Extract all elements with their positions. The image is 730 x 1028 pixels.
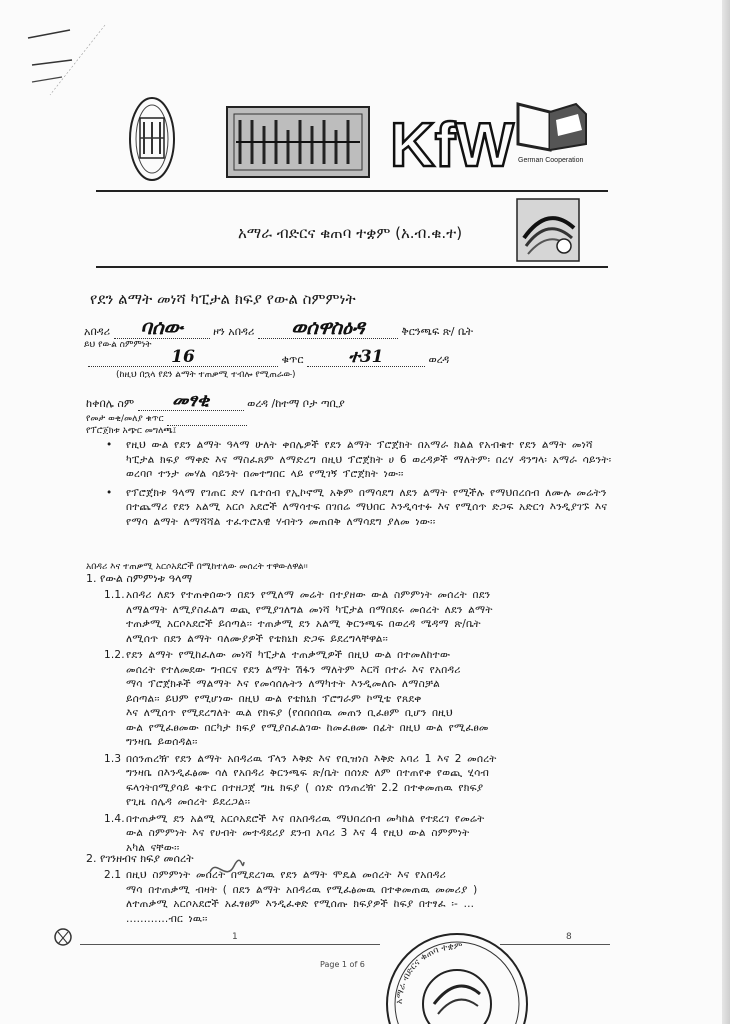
intro-line: አበዳሪ እና ተጠቃሚ አርሶአደሮች በሚከተለው መሰረት ተዋውለዋል፡፡ <box>86 562 308 572</box>
woreda-number-handwritten: ተ31 <box>348 347 384 367</box>
bullet-2-line: የፕሮጀክቱ ዓላማ የገጠር ድሃ ቤተሰብ የኢኮኖሚ አቅም በማሳደግ ለደን ልማት የሚችሉ የማህበረሰብ ለሙሉ መሬትን <box>126 486 607 499</box>
section1-item-line: የጊዜ ሰሌዳ መሰረት ይደረጋል፡፡ <box>126 796 251 808</box>
section1-heading: 1. የውል ስምምነቱ ዓላማ <box>86 572 193 585</box>
german-cooperation-logo <box>512 100 592 180</box>
amhara-seal-logo <box>128 96 176 182</box>
branch-label: ቅርንጫፍ ጽ/ ቤት <box>401 325 474 338</box>
document-title: የደን ልማት መነሻ ካፒታል ክፍያ የውል ስምምነት <box>90 290 356 308</box>
form-line-number <box>88 347 450 367</box>
zone-label: ዞን አበዳሪ <box>213 325 255 338</box>
section1-item-line: ለሚሰጥ በደን ልማት ባለሙያዎች የቴክኒክ ድጋፍ ይደረግላቸዋል፡፡ <box>126 632 388 645</box>
woreda-label: ወረዳ <box>428 353 450 366</box>
section1-item <box>104 752 624 810</box>
section1-item <box>104 588 624 646</box>
bullet-1-line: የዚህ ውል የደን ልማት ዓላማ ሁለት ቀበሌዎች የደን ልማት ፕሮጀክት በአማራ ክልል የአብቁተ የደን ልማት መነሻ <box>126 439 593 451</box>
beneficiary-note: (ከዚህ በኋላ የደን ልማት ተጠቃሚ ተብሎ የሚጠራው) <box>116 370 296 380</box>
project-banner-logo <box>226 106 370 178</box>
section1-item-line: ውል የሚፈፀመው በርካታ ክፍያ የሚያስፈልገው ከመፈፀሙ በፊት በዚህ ውል የሚፈፀመ <box>126 721 489 734</box>
project-summary-label: የፕሮጀክቱ አጭር መግለጫ፤ <box>86 426 177 436</box>
section1-item-line: ፍላጎትበሚያሳይ ቁጥር በተዘጋጀ ግዜ ክፍያ ( ሰነድ ሰንጠረዥ 2.2 በተቀመጠዉ የክፍያ <box>126 781 484 794</box>
zone-handwritten: ወሰዋስዕዳ <box>291 315 365 339</box>
section1-item-number: 1.2. <box>104 649 125 661</box>
section1-item-line: በተጠቃሚ ደን አልሚ አርሶአደሮች እና በአበዳሪዉ ማህበረሰብ መካከል የተደረገ የመሬት <box>126 812 485 825</box>
section2-item-number: 2.1 <box>104 869 122 881</box>
bullet-1-line: ካፒታል ክፍያ ማቀድ እና ማስፈጸም ለማድረግ በዚህ ፕሮጀክት ሀ 6 ወረዳዎች ማለትም፡ በረሃ ዳንግላ፡ አማራ ሳይንት፡ <box>126 453 612 466</box>
footer-rule-left <box>80 944 380 945</box>
section1-item <box>104 648 624 750</box>
section2-heading: 2. የገንዘብና ክፍያ መሰረት <box>86 852 194 865</box>
section1-item-line: በሰንጠረዥ የደን ልማት አበዳሪዉ ፕላን እቅድ እና የቢዝነስ እቅድ አባሪ 1 እና 2 መሰረት <box>126 752 497 765</box>
stamp-text: አማራ ብድርና ቁጠባ ተቋም <box>394 941 463 1005</box>
section1-item-number: 1.3 <box>104 752 122 765</box>
kebele-label: ከቀበሌ ስም <box>86 397 135 410</box>
section2-item-line: በዚህ ስምምነት መሰረት በሚደረገዉ የደን ልማት ሞዴል መሰረት እና የአበዳሪ <box>126 869 446 881</box>
section1-item-line: ማሳ ፕሮጀክቶች ማልማት እና የመሳሰሉትን ለማካተት እንዲመለሱ ለማስቻል <box>126 678 440 690</box>
section1-item-line: የደን ልማት የሚከፈለው መነሻ ካፒታል ተጠቃሚዎች በዚህ ውል በተመለከተው <box>126 649 451 661</box>
section1-item-line: ውል ስምምነት እና የሀብት መተዳደሪያ ደንብ አባሪ 3 እና 4 የዚህ ውል ስምምነት <box>126 827 470 839</box>
form-line-kebele <box>86 390 345 411</box>
section1-item-number: 1.1. <box>104 589 125 601</box>
section2-item-line: ............ብር ነዉ፡፡ <box>126 912 208 925</box>
kebele-handwritten: መፃቂ <box>172 390 210 411</box>
section1-item-line: ግንዛቤ ይወሰዳል፡፡ <box>126 736 198 748</box>
lender-handwritten: ባሰው <box>140 315 183 339</box>
german-cooperation-text: German Cooperation <box>518 157 584 164</box>
org-name: አማራ ብድርና ቁጠባ ተቋም (አ.ብ.ቁ.ተ) <box>238 224 463 242</box>
id-number-label: የመታ ወቂ/መለያ ቁጥር <box>86 414 164 424</box>
form-line-lender <box>84 315 474 339</box>
section1-item-line: አበዳሪ ለደን የተጠቀሰውን በደን የሚለማ መሬት በተያዘው ውል ስምምነት መሰረት በደን <box>126 589 491 601</box>
footer-mark-left: 1 <box>232 932 238 942</box>
section2-item-line: ማሳ በተጠቃሚ ብዛት ( በደን ልማት አበዳሪዉ የሚፈፅመዉ በተቀመጠዉ መመሪያ ) <box>126 883 478 896</box>
bullet-item-1: • የዚህ ውል የደን ልማት ዓላማ ሁለት ቀበሌዎች የደን ልማት ፕሮጀክት በአማራ ክልል የአብቁተ የደን ልማት መነሻ ካፒታል ክፍያ ማቀድ እና ማስፈጸም ለማድረግ በዚህ ፕሮጀክት ሀ 6 ወረዳዎች ማለትም፡ በረሃ ዳንግላ፡ አማራ ሳይንት፡ ወረባቦ ተንታ መሃል ሳይንት በመተግበር ላይ የሚገኝ ፕሮጀክት ነው፡፡ <box>110 438 630 482</box>
bullet-list <box>106 438 630 529</box>
kfw-logo <box>388 104 514 180</box>
number-label: ቁጥር <box>281 353 304 366</box>
section1-item-number: 1.4. <box>104 812 125 825</box>
section1-item <box>104 812 624 856</box>
woreda-site-label: ወረዳ /ከተማ ቦታ ጣቢያ <box>247 397 345 410</box>
bullet-2-line: የማሳ ልማት ለማሻሻል ተፈጥሮአዊ ሃብትን መጠበቅ ለማሳደግ ያለመ ነው፡፡ <box>126 515 436 528</box>
bullet-item-2: • የፕሮጀክቱ ዓላማ የገጠር ድሃ ቤተሰብ የኢኮኖሚ አቅም በማሳደግ ለደን ልማት የሚችሉ የማህበረሰብ ለሙሉ መሬትን በተጨማሪ የደን አልሚ አርሶ አደሮች ለማሳተፍ በገበሬ ማህበር እንዲሳተፉ እና የሚሰጥ ድጋፍ አድርጎ እንዲያገኙ እና የማሳ ልማት ለማሻሻል ተፈጥሮአዊ ሃብትን መጠበቅ ለማሳደግ ያለመ ነው፡፡ <box>110 486 630 530</box>
footer-mark-right: 8 <box>566 932 572 942</box>
section1-item-line: ተጠቃሚ አርሶአደሮች ይሰጣል፡፡ ተጠቃሚ ደን አልሚ ቅርንጫፍ በወረዳ ሜዳማ ጽ/ቤት <box>126 618 481 630</box>
section1-item-line: ግንዛቤ በእንዲፈፅሙ ሳለ የአበዳሪ ቅርንጫፍ ጽ/ቤት በሰነድ ለም በተጠየቀ የወጪ ሂሳብ <box>126 767 490 779</box>
section2-scribble <box>206 854 246 884</box>
page-number: Page 1 of 6 <box>320 960 365 969</box>
section1-item-line: ይሰጣል፡፡ ይህም የሚሆነው በዚህ ውል የቴክኒክ ፕሮግራም ኮሚቴ የጸደቀ <box>126 692 422 705</box>
kfw-logo-text: KfW <box>390 111 514 180</box>
section2-item-line: ለተጠቃሚ አርሶአደሮች አፈፃፀም እንዲፈቀድ የሚሰጡ ክፍያዎች ከፍያ በተፃፈ ፡- ... <box>126 898 475 910</box>
section1-item-line: እና ለሚሰጥ የሚደረግለት ዉል የክፍያ (የሰበሰበዉ መጠን ቢፈፀም ቢሆን በዚህ <box>126 707 453 719</box>
bullet-2-line: በተጨማሪ የደን አልሚ አርሶ አደሮች ለማሳተፍ በገበሬ ማህበር እንዲሳተፉ እና የሚሰጥ ድጋፍ አድርጎ እንዲያገኙ እና <box>126 501 608 513</box>
bullet-1-line: ወረባቦ ተንታ መሃል ሳይንት በመተግበር ላይ የሚገኝ ፕሮጀክት ነው፡፡ <box>126 468 404 480</box>
section1-item-line: መሰረት የተለመደው ግብርና የደን ልማት ሽፋን ማለትም እርሻ በተራ እና የአበዳሪ <box>126 663 461 676</box>
header-rule-bottom <box>96 266 608 268</box>
official-stamp <box>382 924 532 1028</box>
scan-mark-scribble <box>10 20 120 100</box>
kebele-number-handwritten: 16 <box>171 347 195 367</box>
section1-item-line: ለማልማት ለሚያስፈልግ ወጪ የሚያገለግል መነሻ ካፒታል በማበደሩ መሰረት ለደን ልማት <box>126 603 493 616</box>
page-edge <box>722 0 730 1024</box>
section2-item <box>104 868 624 926</box>
contract-this-label: ይህ የውል ስምምነት <box>84 340 152 350</box>
abcsi-logo <box>516 198 580 262</box>
header-rule-top <box>96 190 608 192</box>
section2-items <box>104 868 624 928</box>
lender-label: አበዳሪ <box>84 325 111 338</box>
section1-item-line: አካል ናቸው፡፡ <box>126 841 180 854</box>
footer-left-mark <box>48 920 78 954</box>
section1-items <box>104 588 624 857</box>
